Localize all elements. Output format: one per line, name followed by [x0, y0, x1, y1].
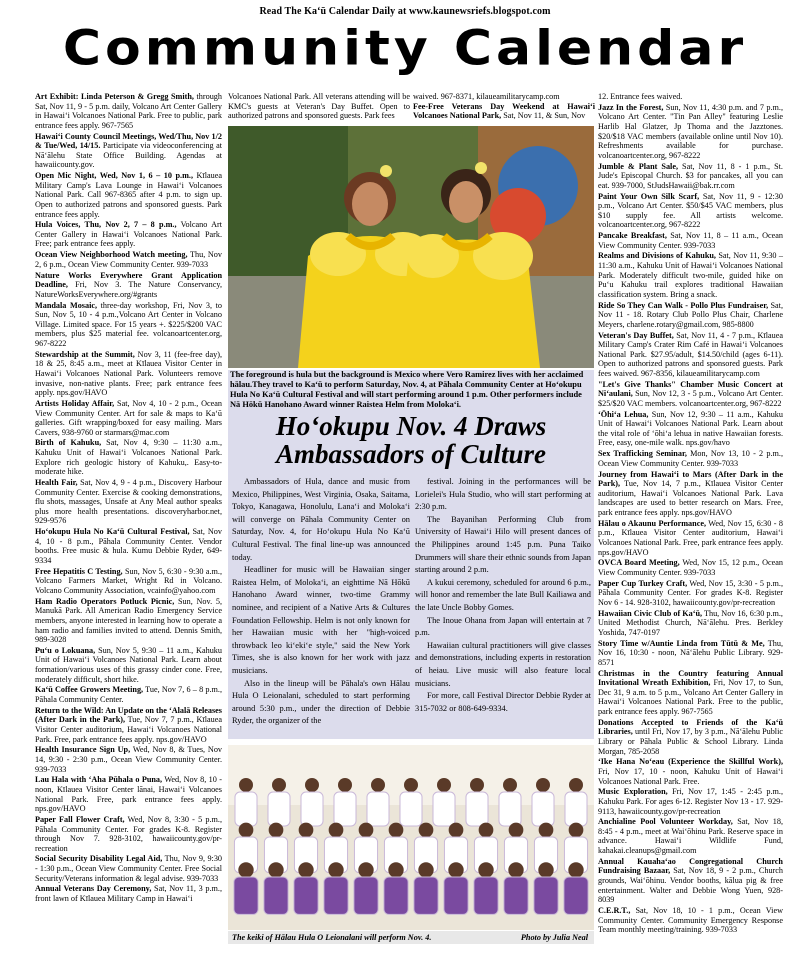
column-2-continued-text: Volcanoes National Park. All veterans attending will be KMC's guests at Veteran's Day Buffet. Open to authorized patrons and sponsored guests. Park fees: [228, 92, 410, 121]
listing-body: Sun, Nov 12, 9:30 – 11 a.m., Kahuku Unit of Hawai‘i Volcanoes National Park. Learn about the vital role of ‘ōhi‘a lehua in native Hawaiian forests. Free, easy, one-mile walk. nps.gov/havo: [598, 409, 783, 448]
child-dress: [433, 792, 455, 826]
calendar-listing: [35, 854, 222, 883]
listing-title: Ho‘okupu Hula No Ka‘ū Cultural Festival,: [35, 527, 190, 537]
photo-caption: The foreground is hula but the background is Mexico where Vero Ramirez lives with her acclaimed hālau.They travel to Ka‘ū to perform Saturday, Nov. 4, at Pāhala Community Center at Ho‘okupu Hula No Ka‘ū Cultural Festival and will start performing around 1 p.m. Other performers include Nā Hōkū Hanohano Award winner Raistea Helm from Moloka‘i.: [228, 370, 594, 410]
calendar-listing: [35, 567, 222, 596]
child-head: [437, 778, 451, 792]
child-dress: [414, 877, 438, 914]
article-paragraph: For more, call Festival Director Debbie Ryder at 315-7032 or 808-649-9334.: [415, 691, 591, 713]
listing-body: Sun, Nov. 5, Manukā Park. All American Radio Emergency Service members, anyone interested in learning how to operate a ham radio and families invited to attend. Dennis Smith, 989-3028: [35, 596, 222, 645]
article-column-2: [415, 476, 591, 715]
child-head: [272, 778, 286, 792]
listing-title: Story Time w/Auntie Linda from Tūtū & Me,: [598, 638, 765, 648]
child-head: [388, 862, 403, 877]
headline-line-2: Ambassadors of Culture: [275, 439, 547, 469]
column-3-continued-text: [413, 92, 595, 121]
calendar-listing: [35, 884, 222, 903]
listing-title: Donations Accepted to Friends of the Ka‘ū Libraries,: [598, 717, 783, 737]
child-dress: [444, 877, 468, 914]
calendar-listing: [598, 579, 783, 608]
photo-credit: Photo by Julia Neal: [520, 933, 588, 942]
calendar-listing: [598, 470, 783, 518]
article-paragraph: festival. Joining in the performances will be Lorielei's Hula Studio, who will start performing at 2:30 p.m.: [415, 477, 591, 512]
calendar-listing: [35, 685, 222, 704]
article-paragraph: Ambassadors of Hula, dance and music from Mexico, Philippines, West Virginia, Osaka, Saitama, Tokyo, Kanagawa, Honolulu, Lana‘i and Moloka‘i will converge on Pāhala Community Center on Saturday, Nov. 4, for Ho‘okupu Hula No Ka‘ū Cultural Festival. The final line-up was announced today.: [232, 477, 410, 562]
child-head: [536, 778, 550, 792]
listing-body: Sat, Nov 11, 3 p.m., front lawn of Kīlauea Military Camp in Hawai‘i: [35, 884, 222, 904]
calendar-listing: [35, 775, 222, 813]
child-head: [359, 823, 374, 838]
calendar-listing: [598, 449, 783, 468]
listing-title: ‘Ike Hana No‘eau (Experience the Skillful Work),: [598, 757, 783, 767]
calendar-listing: [35, 438, 222, 476]
listing-body: Thu, Nov 16, 10:30 - noon, Nā‘ālehu Public Library. 929-8571: [598, 638, 783, 667]
listing-body: until Fri, Nov 17, by 3 p.m., Nā‘ālehu Public Library or Pāhala Public & School Library. Linda Morgan, 785-2058: [598, 727, 783, 756]
listing-body: Nov 3, 11 (fee-free day), 18 & 25, 8:45 a.m., meet at Kīlauea Visitor Center in Hawai‘i Volcanoes National Park. Volunteers remove invasive, non-native plants. Free; park entrance fees apply. nps.gov/HAVO: [35, 349, 222, 398]
listing-title: Free Hepatitis C Testing,: [35, 566, 123, 576]
listing-title: Veteran's Day Buffet,: [598, 330, 674, 340]
article-paragraph: A kukui ceremony, scheduled for around 6 p.m., will honor and remember the late Bull Kailiawa and the late Uncle Bobby Gomes.: [415, 577, 591, 612]
child-head: [539, 823, 554, 838]
calendar-listing: [598, 410, 783, 448]
listing-body: through Sat, Nov 11, 9 - 5 p.m. daily, Volcano Art Center Gallery in Hawai‘i Volcanoes National Park. Free to public, park entrance fees apply. 967-7565: [35, 92, 222, 130]
listing-title: Artists Holiday Affair,: [35, 398, 115, 408]
listing-title: Ham Radio Operators Potluck Picnic,: [35, 596, 175, 606]
calendar-listing: [35, 350, 222, 398]
child-dress: [354, 877, 378, 914]
listing-body: Sun, Nov 5, 6:30 - 9:30 a.m., Volcano Farmers Market, Wright Rd in Volcano. Volcano Community Association, vcainfo@yahoo.com: [35, 566, 222, 595]
calendar-listing: [35, 527, 222, 565]
listing-body: Sat, Nov 11, 8 - 1 p.m., St. Jude's Episcopal Church. $3 for pancakes, all you can eat. 939-7000, StJudsHawaii@bak.rr.com: [598, 161, 783, 190]
article-headline: [228, 412, 594, 468]
child-head: [268, 862, 283, 877]
listing-body: Sat, Nov 18, 8:45 - 4 p.m., meet at Wai‘ōhinu Park. Reserve space in advance. Hawai‘i Wildlife Fund, kahakai.cleanups@gmail.com: [598, 817, 784, 856]
calendar-listing: [35, 815, 222, 853]
child-head: [298, 862, 313, 877]
calendar-listing: [598, 757, 783, 786]
listing-body: Sat, Nov 11, & Sun, Nov: [501, 111, 586, 121]
listing-title: Paint Your Own Silk Scarf,: [598, 191, 700, 201]
calendar-listing: [598, 103, 783, 161]
calendar-listing: [598, 787, 783, 816]
listing-body: Sat, Nov 11, 4 - 7 p.m., Kīlauea Military Camp's Crater Rim Café in Hawai‘i Volcanoes National Park. $27.95/adult, $14.50/child (ages 6-11). Open to authorized patrons and sponsored guests. Park fees waived. 967-8356, kilaueamilitarycamp.com: [598, 330, 783, 378]
keiki-group-illustration: [228, 745, 594, 930]
listing-title: "Let's Give Thanks" Chamber Music Concert at Ni‘aulani,: [598, 379, 783, 399]
calendar-listing: [35, 745, 222, 774]
child-dress: [504, 877, 528, 914]
listing-title: Social Security Disability Legal Aid,: [35, 854, 163, 864]
listing-title: Hawai‘i County Council Meetings, Wed/Thu, Nov 1/2 & Tue/Wed, 14/15.: [35, 131, 222, 151]
child-head: [389, 823, 404, 838]
listing-body: Thu, Nov 2, 6 p.m., Ocean View Community Center. 939-7033: [35, 250, 222, 269]
listing-title: Christmas in the Country featuring Annual Invitational Wreath Exhibition,: [598, 668, 783, 688]
calendar-column-1: [35, 92, 222, 905]
listing-body: Tue, Nov 14, 7 p.m., Kīlauea Visitor Center auditorium, Hawai‘i Volcanoes National Park. Lava landscapes are used to better research on Mars. Free, park entrance fees apply. nps.gov/HAVO: [598, 479, 783, 517]
child-dress: [400, 792, 422, 826]
hula-dancers-illustration: [228, 126, 594, 368]
child-head: [419, 823, 434, 838]
listing-title: Ocean View Neighborhood Watch meeting,: [35, 250, 188, 260]
listing-title: Nature Works Everywhere Grant Application Deadline,: [35, 270, 222, 290]
listing-title: Art Exhibit: Linda Peterson & Gregg Smith,: [35, 92, 194, 101]
calendar-listing: [35, 171, 222, 219]
child-dress: [564, 877, 588, 914]
calendar-column-4: [598, 92, 783, 936]
calendar-listing: [35, 250, 222, 269]
listing-body: Wed, Nov 8, 3:30 - 5 p.m., Pāhala Community Center. For grades K-8. Register through Nov 7. 928-3102, hawaiicounty.gov/pr-recreation: [35, 814, 222, 853]
listing-body: Sat, Nov 11, 9:30 – 11:30 a.m., Kahuku Unit of Hawai‘i Volcanoes National Park. Moderately difficult two-mile, guided hike on Pu‘u Kahuku trail explores traditional Hawaiian classification system. Bring a snack.: [598, 251, 783, 299]
child-head: [371, 778, 385, 792]
listing-title: Annual Veterans Day Ceremony,: [35, 884, 152, 894]
listing-title: Mandala Mosaic,: [35, 300, 98, 310]
child-head: [479, 823, 494, 838]
listing-title: Health Insurance Sign Up,: [35, 745, 131, 755]
listing-title: Anchialine Pool Volunteer Workday,: [598, 817, 733, 827]
listing-body: Sat, Nov 4, 9 - 4 p.m., Discovery Harbour Community Center. Exercise & cooking demonstrations, flu shots, massages, Unsafe at Any Meal author speaks plus more health presentations. discoveryharbor.net, 929-9576: [35, 478, 223, 526]
child-head: [329, 823, 344, 838]
listing-title: Pu‘u o Lokuana,: [35, 645, 96, 655]
child-dress: [474, 877, 498, 914]
calendar-listing: [35, 478, 222, 526]
calendar-listing: [35, 132, 222, 170]
listing-title: Journey from Hawai‘i to Mars (After Dark in the Park),: [598, 469, 783, 489]
listing-body: Sun, Nov 5, 9:30 – 11 a.m., Kahuku Unit of Hawai‘i Volcanoes National Park. Learn about formation/various uses of this grassy cinder cone. Free, moderately difficult, short hike.: [35, 645, 222, 684]
article-paragraph: Headliner for music will be Hawaiian singer Raistea Helm, of Moloka‘i, an eighttime Nā Hōkū Hanohano Award winner, two-time Grammy nominee, and recipient of a Native Arts & Cultures Foundation Fellowship. Helm is not only known for her Hawaiian music with her "high-voiced throwback leo ki‘eki‘e style," said the New York Times, she is also known for her work with jazz musicians.: [232, 565, 410, 675]
listing-title: ‘Ōhi‘a Lehua,: [598, 409, 649, 419]
calendar-listing: [598, 906, 783, 935]
listing-body: Wed, Nov 15, 3:30 - 5 p.m., Pāhala Community Center. For grades K-8. Register Nov 6 - 14. 928-3102, hawaiicounty.gov/pr-recreation: [598, 578, 783, 607]
listing-title: Music Exploration,: [598, 787, 668, 797]
headline-line-1: Ho‘okupu Nov. 4 Draws: [275, 411, 547, 441]
listing-body: Wed, Nov 15, 12 p.m., Ocean View Community Center. 939-7033: [598, 558, 783, 577]
listing-body: Wed, Nov 15, 6:30 - 8 p.m., Kīlauea Visitor Center auditorium, Hawai‘i Volcanoes National Park. Free, park entrance fees apply. nps.gov/HAVO: [598, 518, 783, 557]
listing-body: Participate via videoconferencing at Nā‘ālehu State Office Building. Agendas at hawaiicounty.gov.: [35, 141, 222, 170]
listing-body: Fri, Nov 3. The Nature Conservancy, NatureWorksEverywhere.org/#grants: [35, 280, 222, 299]
child-head: [239, 823, 254, 838]
calendar-listing: [35, 399, 222, 437]
listing-title: Stewardship at the Summit,: [35, 349, 135, 359]
calendar-listing: [598, 251, 783, 299]
listing-title: Lau Hala with ‘Aha Pūhala o Puna,: [35, 775, 163, 785]
listing-body: Sat, Nov 18, 9 - 2 p.m., Church grounds, Wai‘ōhinu. Vendor booths, kālua pig & free entertainment. Walter and Debbie Wong Yuen, 928-8039: [598, 866, 784, 905]
listing-body: Sat, Nov 4, 10 - 2 p.m., Ocean View Community Center. Art for sale & maps to Ka‘ū galleries. Gift wrapping/boxed for easy mailing. Mars Cavers, 938-9760 or starmars@mac.com: [35, 398, 222, 437]
listing-title: Sex Trafficking Seminar,: [598, 449, 687, 459]
listing-body: Tue, Nov 7, 6 – 8 p.m., Pāhala Community Center.: [35, 685, 222, 705]
top-banner: Read The Ka‘ū Calendar Daily at www.kaunewsriefs.blogspot.com: [259, 6, 551, 17]
child-dress: [301, 792, 323, 826]
listing-body: Sat, Nov 11, 8 – 11 a.m., Ocean View Community Center. 939-7033: [598, 231, 783, 250]
child-dress: [499, 792, 521, 826]
listing-body: Thu, Nov 16, 6:30 p.m., United Methodist Church, Nā‘ālehu. Pres. Berkley Yoshida, 747-0197: [598, 608, 783, 637]
listing-title: Fee-Free Veterans Day Weekend at Hawai‘i Volcanoes National Park,: [413, 101, 595, 121]
listing-title: Realms and Divisions of Kahuku,: [598, 251, 716, 261]
listing-body: Sun, Nov 12, 3 - 5 p.m., Volcano Art Center. $25/$20 VAC members. volcanoartcenter.org, 967-8222: [598, 389, 783, 408]
listing-title: Health Fair,: [35, 478, 78, 488]
listing-title: Ride So They Can Walk - Pollo Plus Fundraiser,: [598, 300, 769, 310]
listing-title: Jumble & Plant Sale,: [598, 161, 679, 171]
listing-title: Open Mic Night, Wed, Nov 1, 6 – 10 p.m.,: [35, 171, 194, 181]
listing-title: Paper Fall Flower Craft,: [35, 814, 125, 824]
listing-title: OVCA Board Meeting,: [598, 558, 680, 568]
listing-body: Thu, Nov 9, 9:30 - 1:30 p.m., Ocean View Community Center. Free Social Security/Veterans information & legal advise. 939-7033: [35, 854, 223, 883]
calendar-listing: [598, 639, 783, 668]
calendar-listing: [598, 380, 783, 409]
child-head: [478, 862, 493, 877]
listing-body: Sat, Nov 18, 10 - 1 p.m., Ocean View Community Center. Community Emergency Response Team monthly meeting/training. 939-7033: [598, 906, 783, 935]
listing-body: Tue, Nov 7, 7 p.m., Kīlauea Visitor Center auditorium, Hawai‘i Volcanoes National Park. Free, park entrance fees apply. nps.gov/HAVO: [35, 715, 222, 744]
listing-body: Sat, Nov 11, 9 - 12:30 p.m., Volcano Art Center. $50/$45 VAC members, plus $10 supply fee. All artists welcome. volcanoartcenter.org, 967-8222: [598, 191, 783, 230]
calendar-listing: [35, 301, 222, 349]
listing-title: Hawaiian Civic Club of Ka‘ū,: [598, 608, 703, 618]
listing-body: Sat, Nov 11 - 18. Rotary Club Pollo Plus Chair, Charlene Meyers, charlene.rotary@gmail.com, 985-8800: [598, 300, 783, 329]
calendar-listing: [35, 220, 222, 249]
listing-title: Return to the Wild: An Update on the ‘Alalā Releases (After Dark in the Park),: [35, 705, 222, 725]
group-photo-caption: [228, 931, 594, 944]
masthead-title: Community Calendar: [62, 21, 748, 77]
listing-body: 12. Entrance fees waived.: [598, 92, 683, 101]
keiki-hula-group-photo: [228, 745, 594, 930]
child-dress: [324, 877, 348, 914]
child-dress: [565, 792, 587, 826]
child-head: [418, 862, 433, 877]
calendar-listing: [598, 331, 783, 379]
listing-body: Fri, Nov 17, 1:45 - 2:45 p.m., Kahuku Park. For ages 6-12. Register Nov 13 - 17. 929-9113, hawaiicounty.gov/pr-recreation: [598, 787, 783, 816]
listing-body: Kīlauea Military Camp's Lava Lounge in Hawai‘i Volcanoes National Park. Call 967-8365 after 4 p.m. to sign up. Open to authorized patrons and sponsored guests. Park entrance fees apply.: [35, 171, 222, 219]
child-head: [508, 862, 523, 877]
calendar-listing: [598, 669, 783, 717]
article-column-1: [232, 476, 410, 728]
listing-title: Birth of Kahuku,: [35, 438, 102, 448]
child-dress: [534, 877, 558, 914]
child-dress: [466, 792, 488, 826]
listing-body: Sun, Nov 11, 4:30 p.m. and 7 p.m., Volcano Art Center. "Tin Pan Alley" featuring Leslie Harlib Hal Glatzer, Jp Thoma and the Jazztones. $20/$18 VAC members (available online until Nov 10). Refreshments available for purchase. volcanoartcenter.org, 967-8222: [598, 102, 783, 160]
calendar-listing: [35, 706, 222, 744]
child-head: [338, 778, 352, 792]
listing-body: Sat, Nov 4, 9:30 – 11:30 a.m., Kahuku Unit of Hawai‘i Volcanoes National Park. Explore rich geologic history of Kahuku,. Easy-to-moderate hike.: [35, 438, 223, 477]
continued-text: waived. 967-8371, kilaueamilitarycamp.com: [413, 92, 560, 101]
child-head: [449, 823, 464, 838]
child-head: [448, 862, 463, 877]
child-head: [569, 778, 583, 792]
calendar-listing: [598, 519, 783, 557]
child-head: [238, 862, 253, 877]
child-head: [239, 778, 253, 792]
listing-title: Jazz In the Forest,: [598, 102, 664, 112]
child-head: [358, 862, 373, 877]
hula-dancers-photo: [228, 126, 594, 368]
listing-body: Wed, Nov 8, 10 - noon, Kīlauea Visitor Center lānai, Hawai‘i Volcanoes National Park. Free, park entrance fees apply. nps.gov/HAVO: [35, 775, 222, 814]
article-paragraph: Hawaiian cultural practitioners will give classes and demonstrations, including experts in restoration of heiau. Live music will also feature local musicians.: [415, 640, 591, 688]
listing-body: Mon, Nov 13, 10 - 2 p.m., Ocean View Community Center. 939-7033: [598, 449, 783, 468]
child-head: [305, 778, 319, 792]
child-head: [299, 823, 314, 838]
listing-title: Hālau o Akaunu Performance,: [598, 518, 707, 528]
child-head: [503, 778, 517, 792]
child-head: [569, 823, 584, 838]
listing-body: Fri, Nov 17, to Sun, Dec 31, 9 a.m. to 5 p.m., Volcano Art Center Gallery in Hawai‘i Volcanoes National Park. Free to the public, park entrance fees apply. 967-7565: [598, 678, 783, 716]
child-dress: [264, 877, 288, 914]
listing-title: Ka‘ū Coffee Growers Meeting,: [35, 685, 144, 695]
listing-body: Volcano Art Center Gallery in Hawai‘i Volcanoes National Park. Free; park entrance fees apply.: [35, 220, 222, 249]
listing-title: C.E.R.T.,: [598, 906, 631, 915]
listing-body: Sat, Nov 4, 10 - 8 p.m., Pāhala Community Center. Vendor booths. Free music & hula. Kumu Debbie Ryder, 649-9334: [35, 527, 222, 565]
calendar-listing: [598, 857, 783, 905]
listing-body: Wed, Nov 8, & Tues, Nov 14, 9:30 - 2:30 p.m., Ocean View Community Center. 939-7033: [35, 745, 223, 774]
child-dress: [234, 877, 258, 914]
caption-text: The keiki of Hālau Hula O Leionalani will perform Nov. 4.: [232, 933, 432, 942]
calendar-listing: [35, 271, 222, 300]
child-head: [509, 823, 524, 838]
child-head: [404, 778, 418, 792]
child-head: [470, 778, 484, 792]
article-paragraph: The Inoue Ohana from Japan will entertain at 7 p.m.: [415, 615, 591, 638]
article-paragraph: Also in the lineup will be Pāhala's own Hālau Hula O Leionalani, scheduled to start performing around 5:30 p.m., under the direction of Debbie Ryder, the organizer of the: [232, 678, 410, 726]
calendar-listing: [598, 718, 783, 756]
child-head: [269, 823, 284, 838]
calendar-listing: [35, 646, 222, 684]
listing-title: Hula Voices, Thu, Nov 2, 7 – 8 p.m.,: [35, 220, 177, 230]
calendar-listing: [598, 192, 783, 230]
child-dress: [294, 877, 318, 914]
child-dress: [334, 792, 356, 826]
calendar-listing: [35, 597, 222, 645]
article-paragraph: The Bayanihan Performing Club from University of Hawai‘i Hilo will present dances of the Philippines around 1:45 p.m. Puna Taiko Drummers will share their ethnic sounds from Japan starting around 2 p.m.: [415, 514, 591, 575]
calendar-listing: [598, 301, 783, 330]
calendar-listing: [598, 231, 783, 250]
child-head: [568, 862, 583, 877]
listing-title: Paper Cup Turkey Craft,: [598, 578, 688, 588]
child-dress: [367, 792, 389, 826]
listing-title: Annual Kauaha‘ao Congregational Church Fundraising Bazaar,: [598, 856, 783, 876]
calendar-listing: [35, 92, 222, 130]
child-head: [538, 862, 553, 877]
calendar-listing: [598, 558, 783, 577]
calendar-listing: [598, 609, 783, 638]
child-dress: [532, 792, 554, 826]
child-dress: [268, 792, 290, 826]
listing-title: Pancake Breakfast,: [598, 231, 667, 241]
listing-body: three-day workshop, Fri, Nov 3, to Sun, Nov 5, 10 - 4 p.m.,Volcano Art Center in Volcano Village. Limited space. For 15 years +. $225/$200 VAC members, plus $25 material fee. volcanoartcenter.org, 967-8222: [35, 300, 222, 348]
child-dress: [235, 792, 257, 826]
calendar-listing: [598, 817, 783, 855]
child-dress: [384, 877, 408, 914]
calendar-listing: [598, 92, 783, 102]
calendar-listing: [598, 162, 783, 191]
listing-body: Fri, Nov 17, 10 - noon, Kahuku Unit of Hawai‘i Volcanoes National Park. Free.: [598, 766, 783, 786]
child-head: [328, 862, 343, 877]
